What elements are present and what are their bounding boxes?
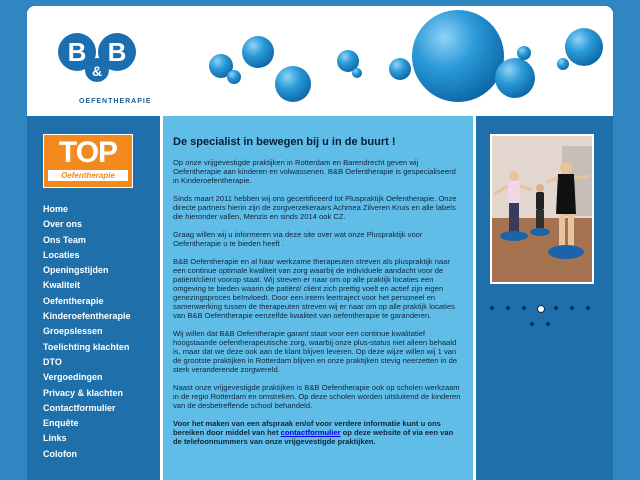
svg-text:B: B <box>67 37 87 67</box>
slideshow-dot[interactable] <box>537 305 545 313</box>
guarantee-paragraph: Wij willen dat B&B Oefentherapie garant staat voor een continue kwalitatief hoogstaande oefentherapeutische zorg, waarbij onze plus-status niet alleen behaald is, maar dat we deze ook aan de klant blijven leveren. Op deze wijze willen wij 1 van de grootste praktijken in Rotterdam blijven en onze praktijken stevig neerzetten in de sterk veranderende zorgwereld. <box>173 329 458 374</box>
slideshow-dot[interactable] <box>546 322 550 326</box>
bubble-decoration <box>227 70 241 84</box>
contact-text-after: op deze website of via een van de telefoonnummers van onze vrijgevestigde praktijken. <box>173 428 454 446</box>
main-content <box>163 116 473 480</box>
info-paragraph: Graag willen wij u informeren via deze site over wat onze Pluspraktijk voor Oefentherapie u te bieden heeft . <box>173 230 423 248</box>
nav-item-colofon[interactable]: Colofon <box>43 448 77 459</box>
slideshow-dot[interactable] <box>554 306 558 310</box>
slideshow-dot[interactable] <box>570 306 574 310</box>
site-header <box>27 6 613 114</box>
exercise-photo-illustration <box>492 136 592 282</box>
schools-paragraph: Naast onze vrijgevestigde praktijken is B&B Oefentherapie ook op scholen werkzaam in de regio Rotterdam en omstreken. Op deze scholen worden uitsluitend de kinderen van de desbetreffende school behandeld. <box>173 383 461 410</box>
slideshow-photo <box>490 134 594 284</box>
intro-paragraph: Op onze vrijgevestigde praktijken in Rotterdam en Barendrecht geven wij Oefentherapie aan kinderen en volwassenen. B&B Oefentherapie is gespecialiseerd in Kinderoefentherapie. <box>173 158 456 185</box>
slideshow-dot[interactable] <box>506 306 510 310</box>
slideshow-column <box>476 116 613 480</box>
quality-paragraph: B&B Oefentherapie en al haar werkzame therapeuten streven als pluspraktijk naar een continue optimale kwaliteit van zorg waarbij de individuele aandacht voor de patiënt/cliënt voorop staat. Wij streven er naar om op alle praktijk locaties een omgeving te bieden waarin de patiënt/ cliënt zich prettig voelt en actief zijn eigen genezingsproces beïnvloedt. Door een intern leertraject voor het personeel en samenwerking tussen de therapeuten streven wij er naar om op alle praktijk locaties van B&B Oefentherapie eenzelfde kwaliteit van oefentherapie te garanderen. <box>173 257 455 320</box>
contactformulier-link[interactable]: contactformulier <box>280 428 341 437</box>
slideshow-dot[interactable] <box>530 322 534 326</box>
contact-text-before: Voor het maken van een afspraak en/of voor verdere informatie kunt u ons bereiken door middel van het <box>173 419 441 437</box>
svg-text:B: B <box>107 37 127 67</box>
badge-subtitle: Oefentherapie <box>48 170 128 181</box>
slideshow-dot[interactable] <box>586 306 590 310</box>
bubble-decoration <box>389 58 411 80</box>
nav-item-home[interactable]: Home <box>43 204 69 214</box>
nav-item-oefentherapie[interactable]: Oefentherapie <box>43 295 104 306</box>
slideshow-dot[interactable] <box>522 306 526 310</box>
bubble-decoration <box>242 36 274 68</box>
main-nav <box>43 202 131 462</box>
nav-item-kinderoefentherapie[interactable]: Kinderoefentherapie <box>43 311 131 322</box>
nav-item-ons-team[interactable]: Ons Team <box>43 234 86 245</box>
bubble-decoration <box>412 10 504 102</box>
nav-item-vergoedingen[interactable]: Vergoedingen <box>43 372 103 383</box>
contact-paragraph <box>173 419 463 446</box>
nav-item-privacy-klachten[interactable]: Privacy & klachten <box>43 387 124 398</box>
bubble-decoration <box>557 58 569 70</box>
nav-item-links[interactable]: Links <box>43 433 67 444</box>
bubble-decoration <box>495 58 535 98</box>
nav-item-contactformulier[interactable]: Contactformulier <box>43 402 116 413</box>
nav-item-locaties[interactable]: Locaties <box>43 249 80 260</box>
bubble-decoration <box>352 68 362 78</box>
nav-item-openingstijden[interactable]: Openingstijden <box>43 265 109 276</box>
sidebar <box>27 116 160 480</box>
svg-text:&: & <box>91 63 103 79</box>
nav-item-over-ons[interactable]: Over ons <box>43 219 83 230</box>
nav-item-toelichting-klachten[interactable]: Toelichting klachten <box>43 341 130 352</box>
page-title: De specialist in bewegen bij u in de buurt ! <box>173 136 396 148</box>
nav-item-groepslessen[interactable]: Groepslessen <box>43 326 103 337</box>
logo-wordmark: OEFENTHERAPIE <box>79 98 152 105</box>
badge-title: TOP <box>58 136 118 169</box>
nav-item-kwaliteit[interactable]: Kwaliteit <box>43 280 81 291</box>
slideshow-dot[interactable] <box>490 306 494 310</box>
bubble-decoration <box>275 66 311 102</box>
nav-item-enquete[interactable]: Enquête <box>43 418 79 429</box>
bb-logo[interactable] <box>55 24 152 105</box>
nav-item-dto[interactable]: DTO <box>43 356 62 367</box>
logo-graphic <box>55 24 137 98</box>
top-oefentherapie-badge[interactable] <box>43 134 133 188</box>
bubble-decoration <box>565 28 603 66</box>
certification-paragraph: Sinds maart 2011 hebben wij ons gecertificeerd tot Pluspraktijk Oefentherapie. Onze directe partners hierin zijn de zorgverzekeraars Achmea Zilveren Kruis en alle labels die hieronder vallen, Menzis en sinds 2014 ook CZ. <box>173 194 457 221</box>
page-wrapper <box>27 6 613 480</box>
bubble-decoration <box>517 46 531 60</box>
